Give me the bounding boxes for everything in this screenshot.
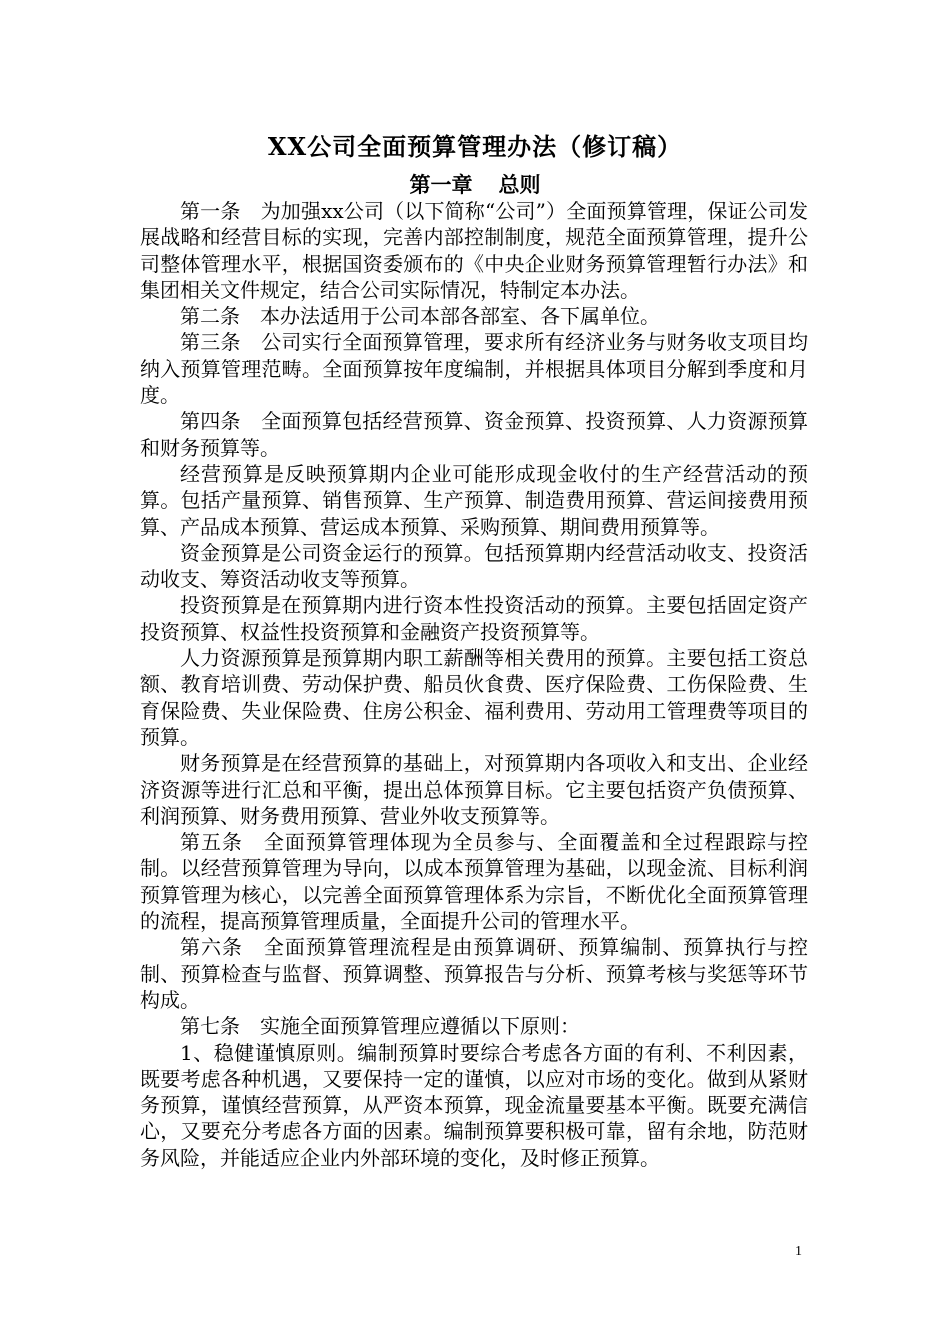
paragraph-article-7: 第七条 实施全面预算管理应遵循以下原则： bbox=[180, 1014, 580, 1039]
chapter-number: 第一章 bbox=[409, 172, 473, 197]
paragraph-article-3: 第三条 公司实行全面预算管理，要求所有经济业务与财务收支项目均纳入预算管理范畴。全面预算按年度编制，并根据具体项目分解到季度和月度。 bbox=[140, 330, 808, 408]
page-number: 1 bbox=[795, 1244, 802, 1259]
document-title: XX公司全面预算管理办法（修订稿） bbox=[267, 132, 683, 161]
paragraph-capital-budget: 资金预算是公司资金运行的预算。包括预算期内经营活动收支、投资活动收支、筹资活动收支等预算。 bbox=[140, 540, 808, 592]
paragraph-article-4: 第四条 全面预算包括经营预算、资金预算、投资预算、人力资源预算和财务预算等。 bbox=[140, 409, 808, 460]
paragraph-hr-budget: 人力资源预算是预算期内职工薪酬等相关费用的预算。主要包括工资总额、教育培训费、劳动保护费、船员伙食费、医疗保险费、工伤保险费、生育保险费、失业保险费、住房公积金、福利费用、劳动用工管理费等项目的预算。 bbox=[140, 646, 808, 749]
paragraph-financial-budget: 财务预算是在经营预算的基础上，对预算期内各项收入和支出、企业经济资源等进行汇总和平衡，提出总体预算目标。它主要包括资产负债预算、利润预算、财务费用预算、营业外收支预算等。 bbox=[140, 751, 808, 828]
paragraph-investment-budget: 投资预算是在预算期内进行资本性投资活动的预算。主要包括固定资产投资预算、权益性投资预算和金融资产投资预算等。 bbox=[140, 593, 808, 644]
paragraph-principle-1: 1、稳健谨慎原则。编制预算时要综合考虑各方面的有利、不利因素，既要考虑各种机遇，又要保持一定的谨慎，以应对市场的变化。做到从紧财务预算，谨慎经营预算，从严资本预算，现金流量要基本平衡。既要充满信心，又要充分考虑各方面的因素。编制预算要积极可靠，留有余地，防范财务风险，并能适应企业内外部环境的变化，及时修正预算。 bbox=[140, 1040, 808, 1170]
document-body bbox=[140, 198, 808, 1171]
chapter-name: 总则 bbox=[498, 172, 541, 197]
paragraph-article-1: 第一条 为加强xx公司（以下简称“公司”）全面预算管理，保证公司发展战略和经营目标的实现，完善内部控制制度，规范全面预算管理，提升公司整体管理水平，根据国资委颁布的《中央企业财务预算管理暂行办法》和集团相关文件规定，结合公司实际情况，特制定本办法。 bbox=[140, 199, 808, 302]
paragraph-article-2: 第二条 本办法适用于公司本部各部室、各下属单位。 bbox=[180, 304, 660, 329]
chapter-heading bbox=[0, 170, 950, 200]
paragraph-article-6: 第六条 全面预算管理流程是由预算调研、预算编制、预算执行与控制、预算检查与监督、预算调整、预算报告与分析、预算考核与奖惩等环节构成。 bbox=[140, 935, 808, 1012]
paragraph-operating-budget: 经营预算是反映预算期内企业可能形成现金收付的生产经营活动的预算。包括产量预算、销售预算、生产预算、制造费用预算、营运间接费用预算、产品成本预算、营运成本预算、采购预算、期间费用预算等。 bbox=[140, 461, 808, 539]
paragraph-article-5: 第五条 全面预算管理体现为全员参与、全面覆盖和全过程跟踪与控制。以经营预算管理为导向，以成本预算管理为基础，以现金流、目标利润预算管理为核心，以完善全面预算管理体系为宗旨，不断优化全面预算管理的流程，提高预算管理质量，全面提升公司的管理水平。 bbox=[140, 830, 808, 934]
